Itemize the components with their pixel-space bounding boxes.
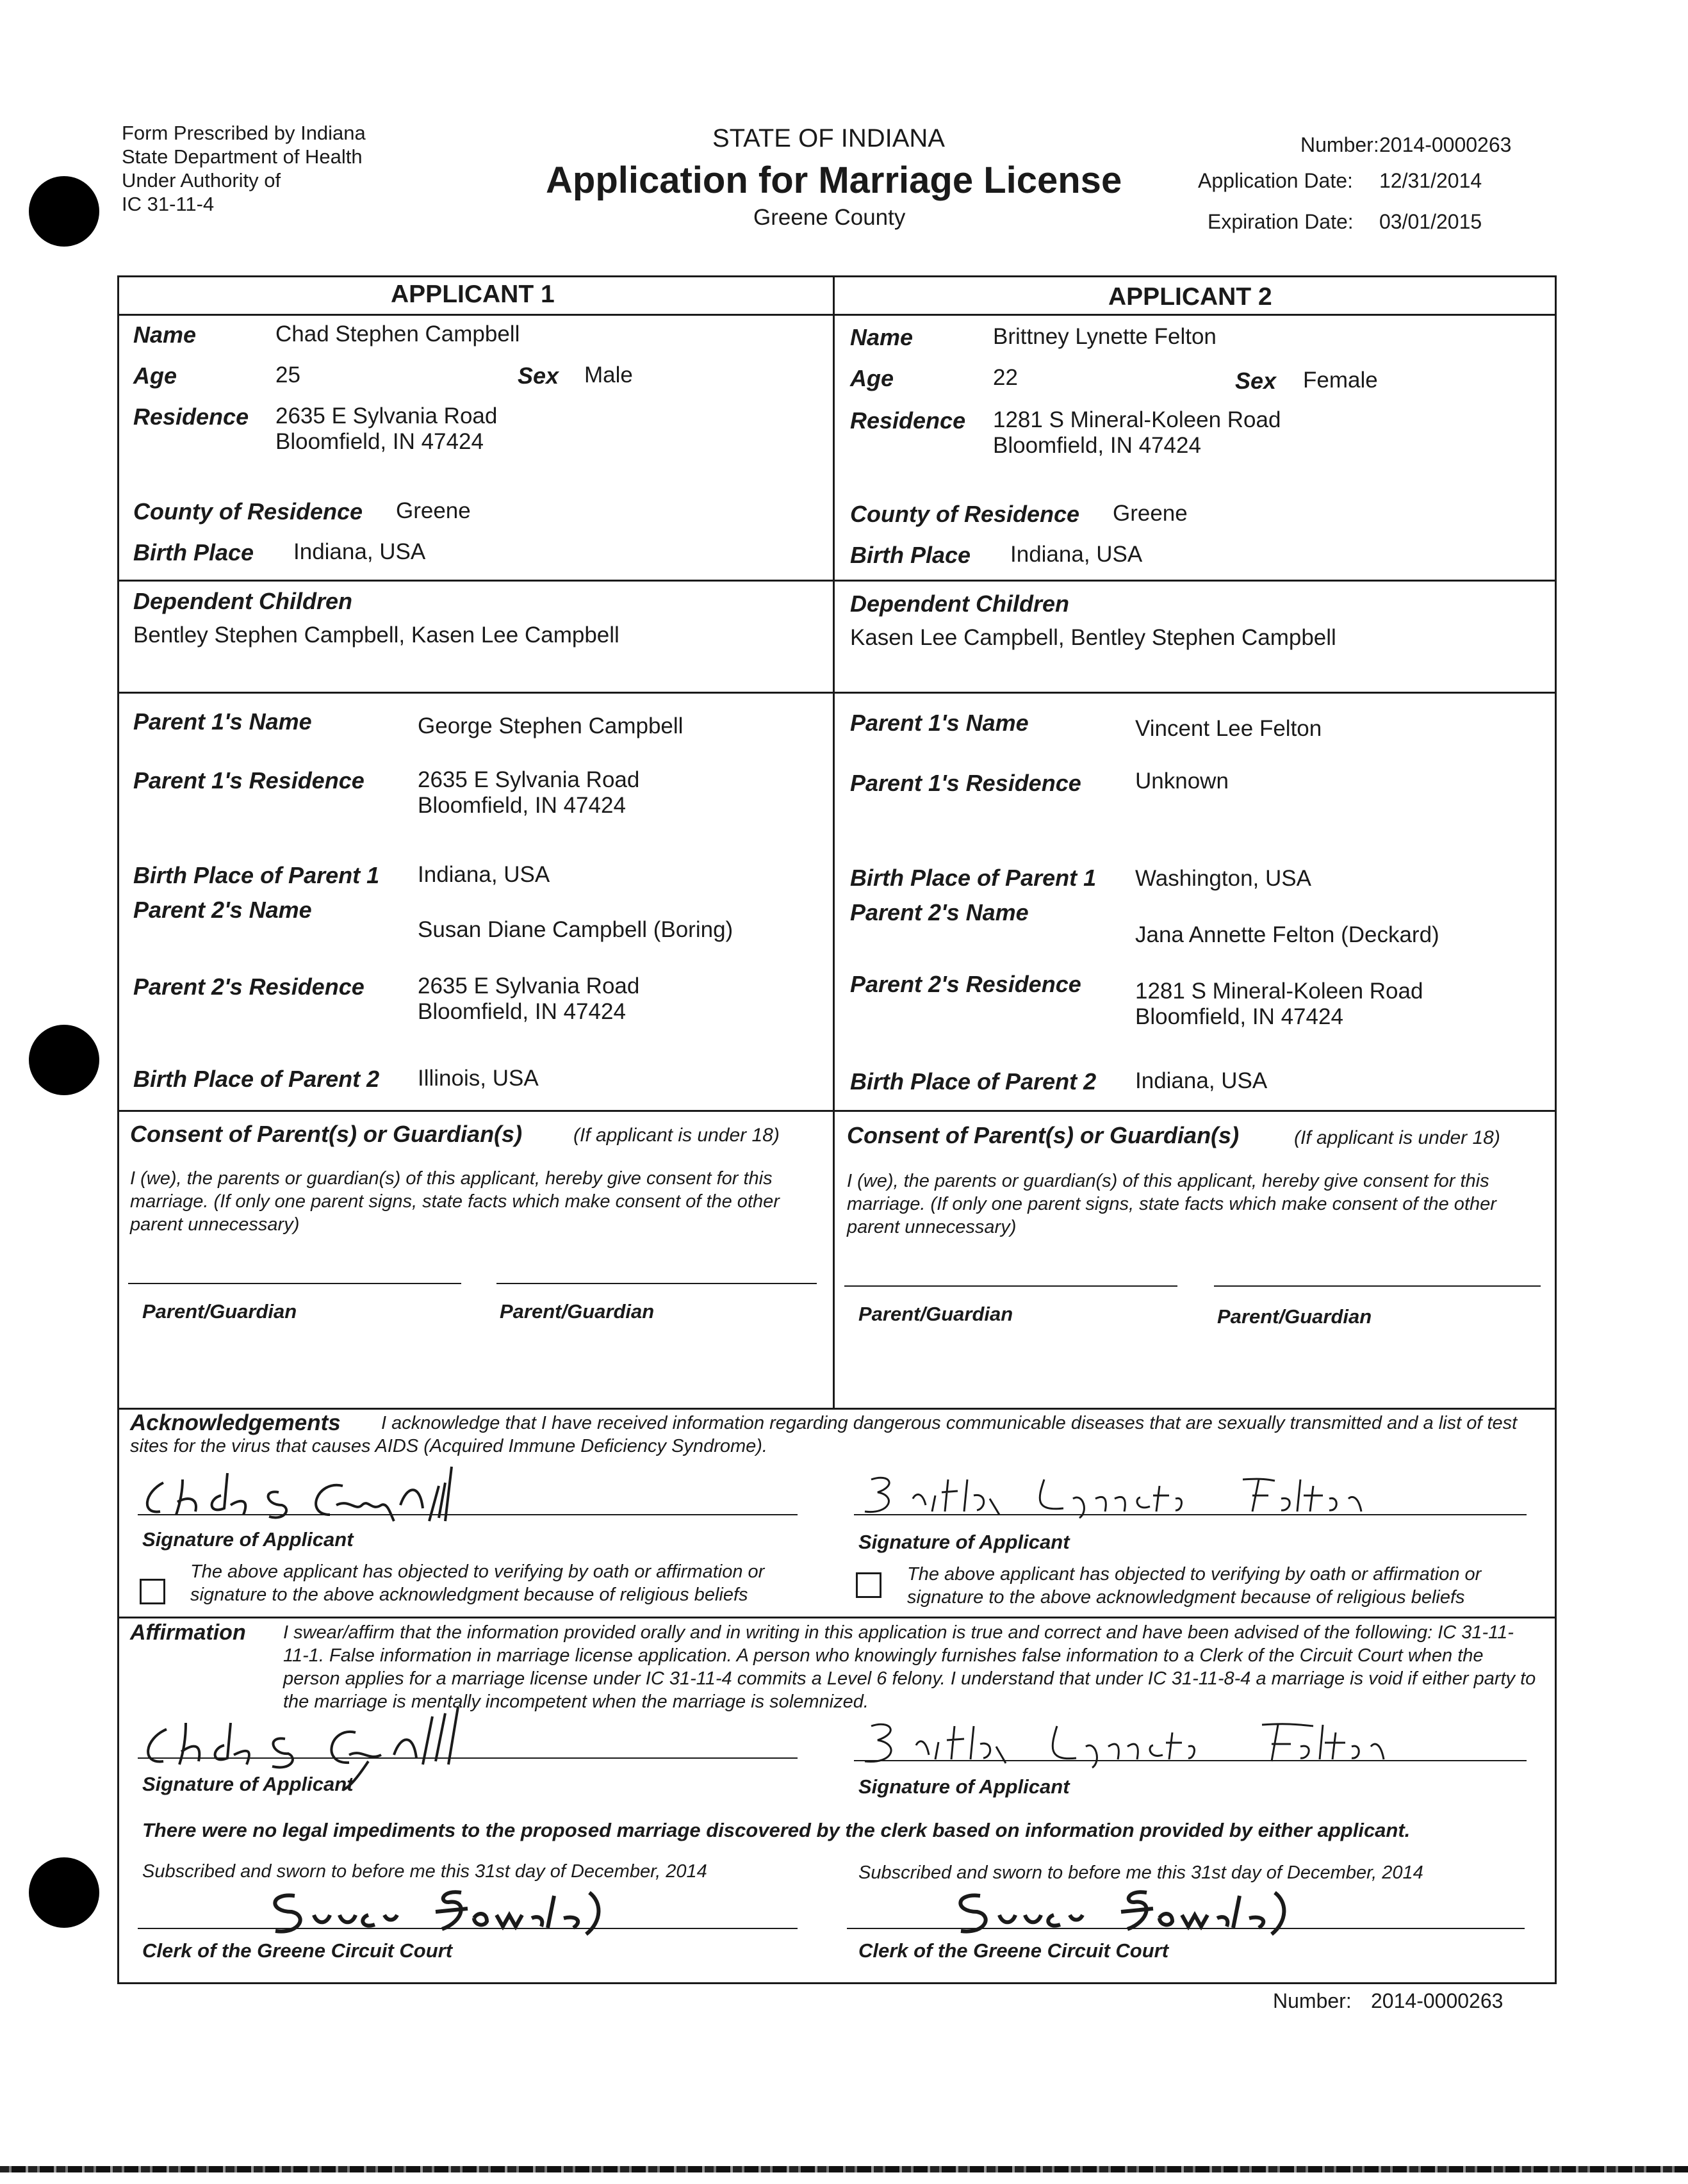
a2-sex-label: Sex bbox=[1235, 368, 1277, 394]
a1-p1-res-line2: Bloomfield, IN 47424 bbox=[418, 793, 626, 818]
scan-edge-strip bbox=[0, 2166, 1688, 2172]
a2-children-value: Kasen Lee Campbell, Bentley Stephen Campbell bbox=[850, 625, 1336, 650]
a2-age-label: Age bbox=[850, 365, 894, 391]
a2-objection-text: The above applicant has objected to verifying by oath or affirmation or signature to the above acknowledgment because of religious beliefs bbox=[907, 1564, 1482, 1608]
frame-top bbox=[117, 275, 1557, 277]
a2-subscribed-text: Subscribed and sworn to before me this 31st day of December, 2014 bbox=[858, 1862, 1423, 1883]
divider-consent bbox=[117, 1110, 1557, 1112]
a2-sex-value: Female bbox=[1303, 368, 1378, 393]
a2-p2-birth-value: Indiana, USA bbox=[1135, 1068, 1268, 1093]
a2-guardian1-label: Parent/Guardian bbox=[858, 1303, 1013, 1325]
a1-children-value: Bentley Stephen Campbell, Kasen Lee Campbell bbox=[133, 623, 619, 648]
a1-consent-text: I (we), the parents or guardian(s) of this applicant, hereby give consent for this marriage. (If only one parent signs, state facts which make consent of the other parent unnecessary) bbox=[130, 1168, 780, 1235]
footer-number-value: 2014-0000263 bbox=[1371, 1989, 1504, 2012]
application-date-value: 12/31/2014 bbox=[1379, 169, 1482, 192]
a1-p1-name-value: George Stephen Campbell bbox=[418, 713, 684, 738]
a1-residence-line2: Bloomfield, IN 47424 bbox=[275, 429, 484, 454]
a1-consent-note: (If applicant is under 18) bbox=[573, 1125, 780, 1146]
a2-name-value: Brittney Lynette Felton bbox=[993, 324, 1217, 349]
a2-p2-name-value: Jana Annette Felton (Deckard) bbox=[1135, 922, 1439, 947]
expiration-date-value: 03/01/2015 bbox=[1379, 210, 1482, 233]
a1-ack-signature-label: Signature of Applicant bbox=[142, 1528, 354, 1551]
a1-ack-signature-line bbox=[138, 1514, 798, 1515]
a1-birthplace-label: Birth Place bbox=[133, 539, 254, 566]
frame-right bbox=[1555, 275, 1557, 1984]
a1-objection-checkbox[interactable] bbox=[140, 1579, 165, 1604]
a1-consent-title: Consent of Parent(s) or Guardian(s) bbox=[130, 1121, 523, 1147]
a2-consent-note: (If applicant is under 18) bbox=[1294, 1127, 1500, 1148]
a1-p2-res-line2: Bloomfield, IN 47424 bbox=[418, 999, 626, 1024]
page-title: Application for Marriage License bbox=[546, 159, 1122, 201]
footer-number-label: Number: bbox=[1273, 1989, 1352, 2012]
a2-consent-text: I (we), the parents or guardian(s) of this applicant, hereby give consent for this marriage. (If only one parent signs, state facts which make consent of the other parent unnecessary) bbox=[847, 1171, 1496, 1237]
a2-county-label: County of Residence bbox=[850, 501, 1080, 527]
a1-guardian1-label: Parent/Guardian bbox=[142, 1300, 297, 1323]
a2-name-label: Name bbox=[850, 324, 914, 350]
a2-p1-name-value: Vincent Lee Felton bbox=[1135, 716, 1322, 741]
a2-county-value: Greene bbox=[1113, 501, 1188, 526]
a1-p1-res-label: Parent 1's Residence bbox=[133, 767, 365, 794]
affirmation-title: Affirmation bbox=[130, 1620, 246, 1645]
divider-affirmation bbox=[117, 1617, 1557, 1618]
frame-left bbox=[117, 275, 119, 1984]
a1-p2-res-line1: 2635 E Sylvania Road bbox=[418, 974, 640, 998]
divider-parents bbox=[117, 692, 1557, 694]
a1-guardian2-line bbox=[496, 1283, 817, 1284]
a2-age-value: 22 bbox=[993, 365, 1018, 390]
a2-p2-res-label: Parent 2's Residence bbox=[850, 971, 1081, 997]
a1-county-label: County of Residence bbox=[133, 498, 363, 525]
a1-clerk-label: Clerk of the Greene Circuit Court bbox=[142, 1939, 453, 1962]
a2-residence-line2: Bloomfield, IN 47424 bbox=[993, 433, 1201, 458]
prescribed-line-1: Form Prescribed by Indiana bbox=[122, 122, 366, 144]
a1-p2-name-label: Parent 2's Name bbox=[133, 897, 312, 923]
a1-age-label: Age bbox=[133, 363, 177, 389]
a2-ack-signature-label: Signature of Applicant bbox=[858, 1531, 1070, 1553]
a1-birthplace-value: Indiana, USA bbox=[293, 539, 426, 564]
divider-children bbox=[117, 580, 1557, 582]
a1-name-label: Name bbox=[133, 322, 197, 348]
a1-p1-name-label: Parent 1's Name bbox=[133, 708, 312, 735]
divider-ack bbox=[117, 1408, 1557, 1410]
a1-affirmation-signature-line bbox=[138, 1757, 798, 1759]
a2-guardian2-label: Parent/Guardian bbox=[1217, 1305, 1372, 1328]
prescribed-line-4: IC 31-11-4 bbox=[122, 193, 215, 215]
a1-p1-res-line1: 2635 E Sylvania Road bbox=[418, 767, 640, 792]
a2-guardian2-line bbox=[1214, 1285, 1541, 1287]
a1-sex-value: Male bbox=[584, 363, 633, 387]
a1-subscribed-text: Subscribed and sworn to before me this 31st day of December, 2014 bbox=[142, 1861, 707, 1882]
a1-age-value: 25 bbox=[275, 363, 300, 387]
no-impediments-statement: There were no legal impediments to the proposed marriage discovered by the clerk based on information provided by either applicant. bbox=[142, 1819, 1411, 1841]
frame-bottom bbox=[117, 1982, 1557, 1984]
ack-title: Acknowledgements bbox=[130, 1410, 341, 1435]
prescribed-line-2: State Department of Health bbox=[122, 145, 363, 168]
a2-affirmation-signature-line bbox=[854, 1760, 1527, 1761]
affirmation-text: I swear/affirm that the information provided orally and in writing in this application is true and correct and have been advised of the following: IC 31-11-11-1. False information in marriage license application. A person who knowingly furnishes false information to a Clerk of the Circuit Court when the person applies for a marriage license under IC 31-11-4 commits a Level 6 felony. I understand that under IC 31-11-8-4 a marriage is void if either party to the marriage is mentally incompetent when the marriage is solemnized. bbox=[283, 1622, 1536, 1712]
a2-p1-birth-label: Birth Place of Parent 1 bbox=[850, 865, 1097, 891]
state-heading: STATE OF INDIANA bbox=[712, 124, 945, 152]
expiration-date-label: Expiration Date: bbox=[1208, 210, 1354, 233]
a1-affirmation-signature-label: Signature of Applicant bbox=[142, 1773, 354, 1795]
a1-p2-name-value: Susan Diane Campbell (Boring) bbox=[418, 917, 733, 942]
a2-ack-signature-line bbox=[854, 1514, 1527, 1515]
a2-p2-res-line2: Bloomfield, IN 47424 bbox=[1135, 1004, 1343, 1029]
a2-residence-line1: 1281 S Mineral-Koleen Road bbox=[993, 407, 1281, 432]
binder-hole-middle bbox=[29, 1025, 99, 1095]
application-date-label: Application Date: bbox=[1198, 169, 1353, 192]
county-heading: Greene County bbox=[753, 205, 906, 230]
a2-birthplace-label: Birth Place bbox=[850, 542, 971, 568]
a2-consent-title: Consent of Parent(s) or Guardian(s) bbox=[847, 1122, 1240, 1148]
a2-p1-res-label: Parent 1's Residence bbox=[850, 770, 1081, 796]
ack-text: I acknowledge that I have received information regarding dangerous communicable diseases that are sexually transmitted and a list of test sites for the virus that causes AIDS (Acquired Immune Deficiency Syndrome). bbox=[130, 1413, 1518, 1456]
a2-p1-name-label: Parent 1's Name bbox=[850, 710, 1029, 736]
number-label: Number: bbox=[1300, 133, 1379, 156]
a2-affirmation-signature bbox=[852, 1707, 1467, 1777]
a1-p1-birth-label: Birth Place of Parent 1 bbox=[133, 862, 380, 888]
a2-children-label: Dependent Children bbox=[850, 591, 1070, 617]
a1-children-label: Dependent Children bbox=[133, 588, 353, 614]
a2-birthplace-value: Indiana, USA bbox=[1010, 542, 1143, 567]
a2-residence-label: Residence bbox=[850, 407, 966, 434]
a1-name-value: Chad Stephen Campbell bbox=[275, 322, 520, 346]
binder-hole-bottom bbox=[29, 1857, 99, 1928]
a2-p2-name-label: Parent 2's Name bbox=[850, 899, 1029, 925]
a1-p1-birth-value: Indiana, USA bbox=[418, 862, 550, 887]
a1-clerk-signature-line bbox=[138, 1928, 798, 1929]
frame-center-divider bbox=[833, 275, 835, 1409]
binder-hole-top bbox=[29, 176, 99, 247]
a1-residence-line1: 2635 E Sylvania Road bbox=[275, 403, 498, 428]
a1-objection-text: The above applicant has objected to verifying by oath or affirmation or signature to the above acknowledgment because of religious beliefs bbox=[190, 1561, 765, 1605]
applicant2-header: APPLICANT 2 bbox=[1108, 283, 1272, 311]
a1-p2-birth-value: Illinois, USA bbox=[418, 1066, 539, 1091]
a1-residence-label: Residence bbox=[133, 403, 249, 430]
a2-clerk-signature-line bbox=[847, 1928, 1525, 1929]
number-value: 2014-0000263 bbox=[1379, 133, 1512, 156]
prescribed-line-3: Under Authority of bbox=[122, 169, 281, 192]
a1-p2-birth-label: Birth Place of Parent 2 bbox=[133, 1066, 380, 1092]
a2-clerk-label: Clerk of the Greene Circuit Court bbox=[858, 1939, 1169, 1962]
divider-header bbox=[117, 314, 1557, 316]
a2-affirmation-signature-label: Signature of Applicant bbox=[858, 1775, 1070, 1798]
a1-clerk-signature bbox=[256, 1883, 615, 1941]
a1-guardian1-line bbox=[128, 1283, 461, 1284]
a2-p1-birth-value: Washington, USA bbox=[1135, 866, 1311, 891]
a2-clerk-signature bbox=[942, 1883, 1300, 1941]
a2-p2-res-line1: 1281 S Mineral-Koleen Road bbox=[1135, 979, 1423, 1004]
applicant1-header: APPLICANT 1 bbox=[391, 281, 555, 308]
a2-p1-res-line1: Unknown bbox=[1135, 769, 1229, 794]
a1-county-value: Greene bbox=[396, 498, 471, 523]
a1-guardian2-label: Parent/Guardian bbox=[500, 1300, 655, 1323]
a2-objection-checkbox[interactable] bbox=[856, 1572, 881, 1598]
a2-guardian1-line bbox=[844, 1285, 1177, 1287]
a1-sex-label: Sex bbox=[518, 363, 559, 389]
a1-p2-res-label: Parent 2's Residence bbox=[133, 974, 365, 1000]
a2-p2-birth-label: Birth Place of Parent 2 bbox=[850, 1068, 1097, 1095]
